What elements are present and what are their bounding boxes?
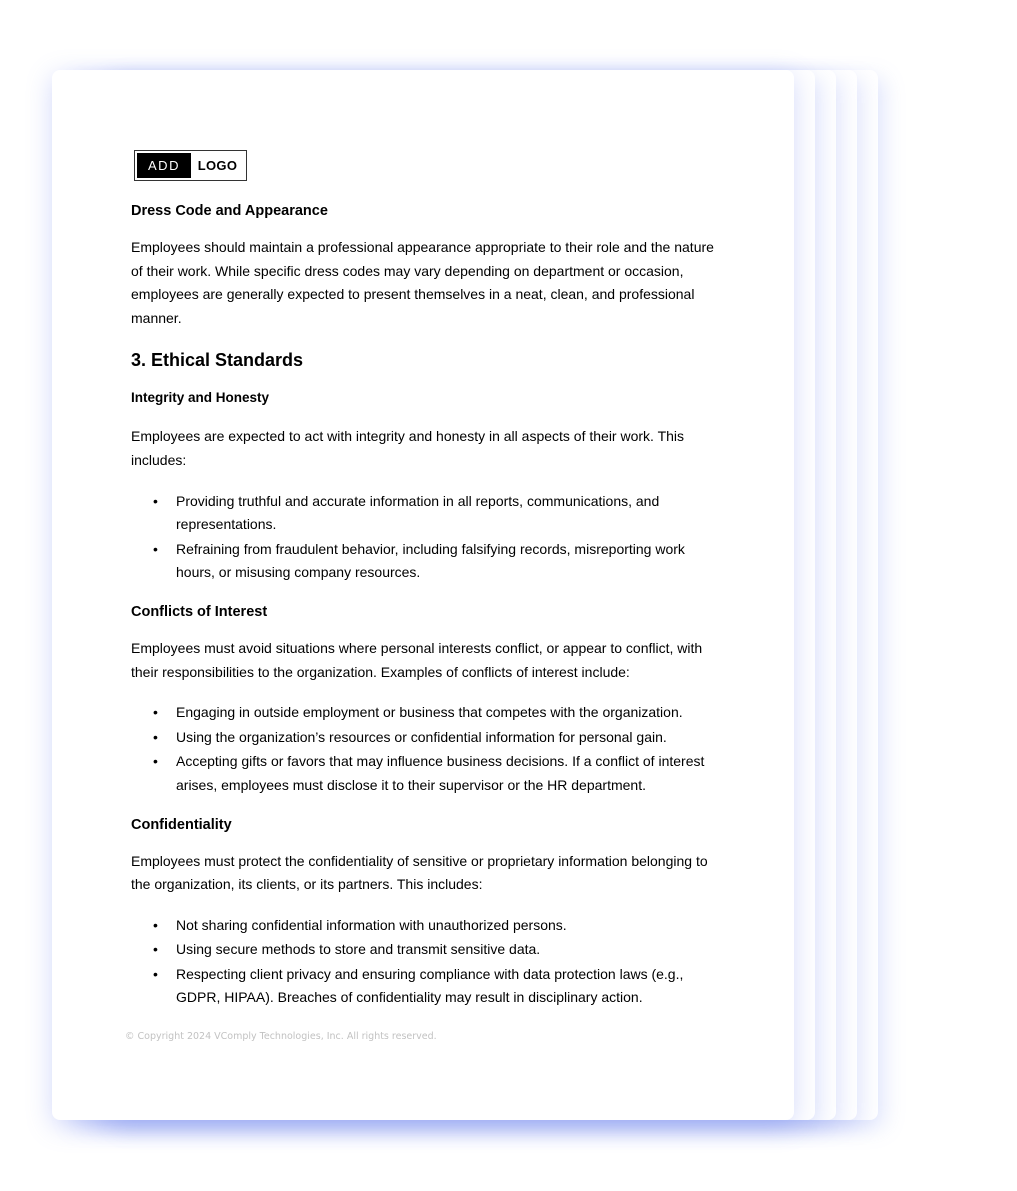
list-conflicts: [131, 701, 721, 797]
paragraph-conflicts: Employees must avoid situations where personal interests conflict, or appear to conflict, with their responsibilities to the organization. Examples of conflicts of interest include:: [131, 639, 703, 680]
list-item-text: Using the organization’s resources or confidential information for personal gain.: [176, 728, 667, 745]
list-item-text: Accepting gifts or favors that may influence business decisions. If a conflict of interest arises, employees must disclose it to their supervisor or the HR department.: [176, 753, 705, 793]
list-confidentiality: [131, 914, 721, 1010]
bullet-icon: •: [153, 941, 158, 958]
list-item: [153, 490, 721, 537]
list-item-text: Respecting client privacy and ensuring compliance with data protection laws (e.g., GDPR, HIPAA). Breaches of confidentiality may result in disciplinary action.: [176, 965, 684, 1006]
document-content: [131, 201, 721, 1027]
heading-confidentiality: Confidentiality: [131, 816, 232, 833]
list-item: [153, 701, 721, 725]
paragraph-dress-code: Employees should maintain a professional appearance appropriate to their role and the nature of their work. While specific dress codes may vary depending on department or occasion, employees are generally expected to present themselves in a neat, clean, and professional manner.: [131, 239, 714, 326]
bullet-icon: •: [153, 728, 158, 745]
list-item-text: Providing truthful and accurate information in all reports, communications, and representations.: [176, 492, 660, 533]
logo-add-label: ADD: [137, 153, 191, 178]
list-item: [153, 963, 721, 1010]
list-item-text: Not sharing confidential information with unauthorized persons.: [176, 916, 567, 933]
logo-placeholder: [134, 150, 247, 181]
heading-ethical-standards: 3. Ethical Standards: [131, 350, 304, 371]
paragraph-confidentiality: Employees must protect the confidentiality of sensitive or proprietary information belonging to the organization, its clients, or its partners. This includes:: [131, 852, 708, 893]
list-item: [153, 538, 721, 585]
list-item: [153, 726, 721, 750]
copyright-footer: © Copyright 2024 VComply Technologies, Inc. All rights reserved.: [125, 1031, 437, 1042]
heading-conflicts: Conflicts of Interest: [131, 603, 268, 620]
list-item: [153, 914, 721, 938]
list-integrity: [131, 490, 721, 585]
bullet-icon: •: [153, 916, 158, 933]
list-item-text: Using secure methods to store and transmit sensitive data.: [176, 941, 541, 958]
bullet-icon: •: [153, 492, 158, 509]
heading-integrity: Integrity and Honesty: [131, 390, 270, 406]
bullet-icon: •: [153, 753, 158, 770]
heading-dress-code: Dress Code and Appearance: [131, 203, 328, 219]
logo-word-label: LOGO: [197, 158, 238, 173]
list-item: [153, 938, 721, 962]
bullet-icon: •: [153, 965, 158, 982]
list-item: [153, 750, 721, 797]
list-item-text: Engaging in outside employment or business that competes with the organization.: [176, 704, 683, 721]
bullet-icon: •: [153, 704, 158, 721]
paragraph-integrity: Employees are expected to act with integrity and honesty in all aspects of their work. This includes:: [131, 428, 685, 468]
document-page: [52, 70, 794, 1120]
bullet-icon: •: [153, 540, 158, 557]
list-item-text: Refraining from fraudulent behavior, including falsifying records, misreporting work hours, or misusing company resources.: [176, 540, 685, 581]
